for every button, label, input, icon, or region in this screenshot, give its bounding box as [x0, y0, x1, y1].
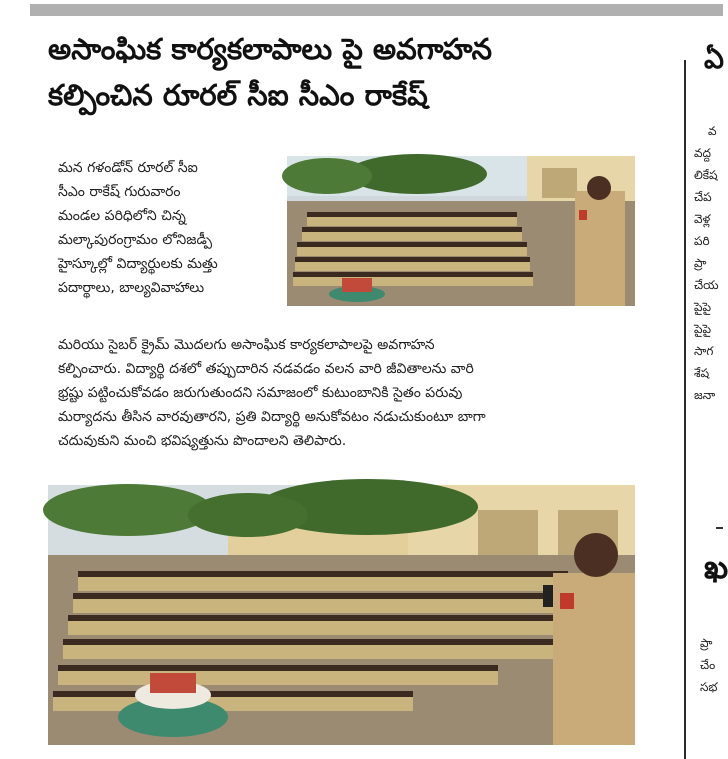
body-line: హైస్కూల్లో విద్యార్థులకు మత్తు [58, 256, 218, 272]
side-line: పైపై [694, 300, 712, 314]
side-line: లికేష [694, 168, 718, 182]
side-line: శేష [694, 366, 710, 380]
side-divider [716, 527, 723, 529]
side-line: వెళ్ల [694, 212, 711, 226]
photo-scene-small [287, 156, 635, 306]
side-line: సాగ [694, 344, 714, 358]
article-headline [48, 26, 668, 118]
body-line: సీఎం రాకేష్ గురువారం [58, 184, 181, 200]
side-line: వద్ద [694, 146, 712, 160]
body-line: మరియు సైబర్ క్రైమ్ మొదలగు అసాంఘిక కార్యకలాపాలపై అవగాహన [58, 337, 435, 353]
side-line: ప్రా [700, 636, 713, 650]
body-line: మల్కాపురంగ్రామం లోనిజడ్పీ [58, 232, 213, 248]
side-line: చేం [700, 658, 716, 672]
photo-scene-large [48, 485, 635, 745]
body-line: మన గళండోన్ రూరల్ సీఐ [58, 160, 198, 176]
headline-line-2: కల్పించిన రూరల్ సీఐ సీఎం రాకేష్ [48, 78, 428, 112]
side-line: పరి [694, 234, 710, 248]
headline-line-1: అసాంఘిక కార్యకలాపాలు పై అవగాహన [48, 32, 492, 66]
side-article-text-2 [700, 632, 717, 698]
side-line: ప్రా [694, 256, 707, 270]
body-line: మర్యాదను తీసిన వారవుతారని, ప్రతి విద్యార్థి అనుకోవటం నడుచుకుంటూ బాగా [58, 409, 486, 425]
article-photo-small [287, 156, 635, 306]
article-paragraph-full [58, 333, 634, 453]
body-line: చదువుకుని మంచి భవిష్యత్తును పొందాలని తెలిపారు. [58, 433, 347, 449]
side-line: చేయ [694, 278, 719, 292]
side-article-text [694, 120, 719, 406]
body-line: మండల పరిధిలోని చిన్న [58, 208, 186, 224]
side-line: జనా [694, 388, 716, 402]
side-article-heading-2: ఖ [704, 548, 728, 586]
article-paragraph-wrapped [58, 156, 280, 300]
body-line: భ్రష్టు పట్టించుకోవడం జరుగుతుందని సమాజంలో కుటుంబానికి సైతం పరువు [58, 385, 463, 401]
page-top-bar [30, 4, 723, 16]
side-line: పైపై [694, 322, 712, 336]
side-line: వ [708, 124, 717, 138]
body-line: కల్పించారు. విద్యార్థి దశలో తప్పుదారిన నడవడం వలన వారి జీవితాలను వారి [58, 361, 474, 377]
article-photo-large [48, 485, 635, 745]
column-divider [684, 60, 686, 759]
side-line: సభ [700, 680, 718, 694]
body-line: పదార్థాలు, బాల్యవివాహాలు [58, 280, 205, 296]
side-article-heading: ఏ [704, 42, 724, 75]
side-line: చేప [694, 190, 712, 204]
